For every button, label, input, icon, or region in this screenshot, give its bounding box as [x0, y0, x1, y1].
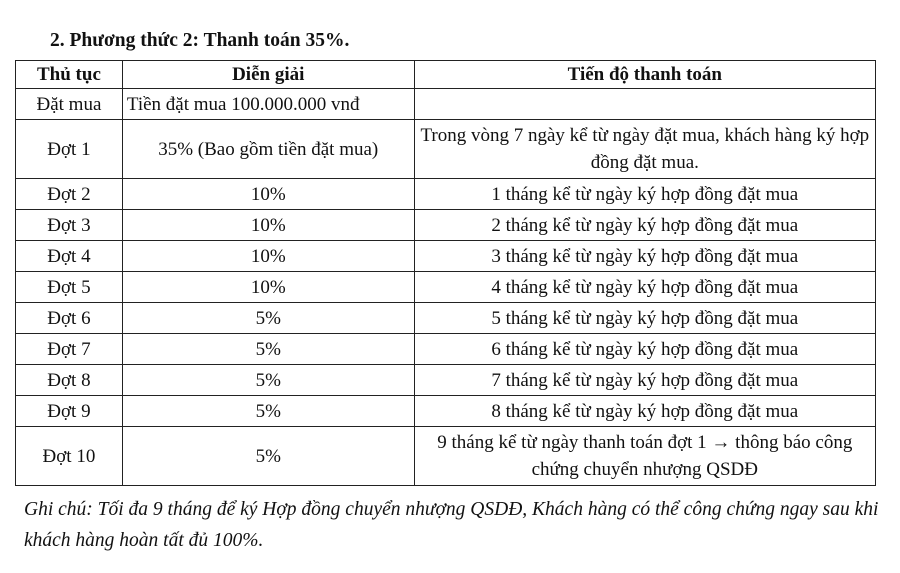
- cell-description: 10%: [122, 272, 414, 303]
- cell-schedule: 8 tháng kể từ ngày ký hợp đồng đặt mua: [414, 396, 875, 427]
- cell-step: Đợt 3: [16, 210, 123, 241]
- table-row: [16, 334, 876, 365]
- header-step: Thủ tục: [16, 61, 123, 89]
- cell-step: Đợt 8: [16, 365, 123, 396]
- table-row: [16, 179, 876, 210]
- cell-schedule: 4 tháng kể từ ngày ký hợp đồng đặt mua: [414, 272, 875, 303]
- table-row: [16, 210, 876, 241]
- table-row: [16, 303, 876, 334]
- table-row: [16, 120, 876, 179]
- cell-step: Đợt 6: [16, 303, 123, 334]
- table-row: [16, 427, 876, 486]
- cell-schedule: [414, 89, 875, 120]
- cell-schedule: 5 tháng kể từ ngày ký hợp đồng đặt mua: [414, 303, 875, 334]
- header-description: Diễn giải: [122, 61, 414, 89]
- cell-description: 10%: [122, 241, 414, 272]
- cell-description: Tiền đặt mua 100.000.000 vnđ: [122, 89, 414, 120]
- cell-schedule: 1 tháng kể từ ngày ký hợp đồng đặt mua: [414, 179, 875, 210]
- cell-description: 5%: [122, 396, 414, 427]
- table-row: [16, 241, 876, 272]
- cell-step: Đợt 5: [16, 272, 123, 303]
- cell-schedule: 2 tháng kể từ ngày ký hợp đồng đặt mua: [414, 210, 875, 241]
- cell-schedule: 7 tháng kể từ ngày ký hợp đồng đặt mua: [414, 365, 875, 396]
- table-row: [16, 272, 876, 303]
- table-row: [16, 396, 876, 427]
- header-schedule: Tiến độ thanh toán: [414, 61, 875, 89]
- table-row: [16, 365, 876, 396]
- cell-schedule: 6 tháng kể từ ngày ký hợp đồng đặt mua: [414, 334, 875, 365]
- cell-step: Đợt 7: [16, 334, 123, 365]
- table-row: [16, 89, 876, 120]
- cell-schedule: Trong vòng 7 ngày kể từ ngày đặt mua, khách hàng ký hợp đồng đặt mua.: [414, 120, 875, 179]
- cell-step: Đợt 1: [16, 120, 123, 179]
- cell-description: 10%: [122, 179, 414, 210]
- footnote: Ghi chú: Tối đa 9 tháng để ký Hợp đồng chuyển nhượng QSDĐ, Khách hàng có thể công chứng ngay sau khi khách hàng hoàn tất đủ 100%.: [24, 499, 879, 551]
- cell-step: Đợt 10: [16, 427, 123, 486]
- cell-description: 5%: [122, 303, 414, 334]
- section-heading: 2. Phương thức 2: Thanh toán 35%.: [50, 30, 350, 51]
- cell-step: Đặt mua: [16, 89, 123, 120]
- cell-step: Đợt 9: [16, 396, 123, 427]
- cell-step: Đợt 2: [16, 179, 123, 210]
- cell-description: 5%: [122, 365, 414, 396]
- cell-description: 35% (Bao gồm tiền đặt mua): [122, 120, 414, 179]
- cell-description: 5%: [122, 334, 414, 365]
- cell-schedule: 3 tháng kể từ ngày ký hợp đồng đặt mua: [414, 241, 875, 272]
- cell-description: 5%: [122, 427, 414, 486]
- payment-schedule-table: [15, 60, 876, 486]
- table-header-row: [16, 61, 876, 89]
- cell-schedule: 9 tháng kể từ ngày thanh toán đợt 1 → thông báo công chứng chuyển nhượng QSDĐ: [414, 427, 875, 486]
- cell-description: 10%: [122, 210, 414, 241]
- cell-step: Đợt 4: [16, 241, 123, 272]
